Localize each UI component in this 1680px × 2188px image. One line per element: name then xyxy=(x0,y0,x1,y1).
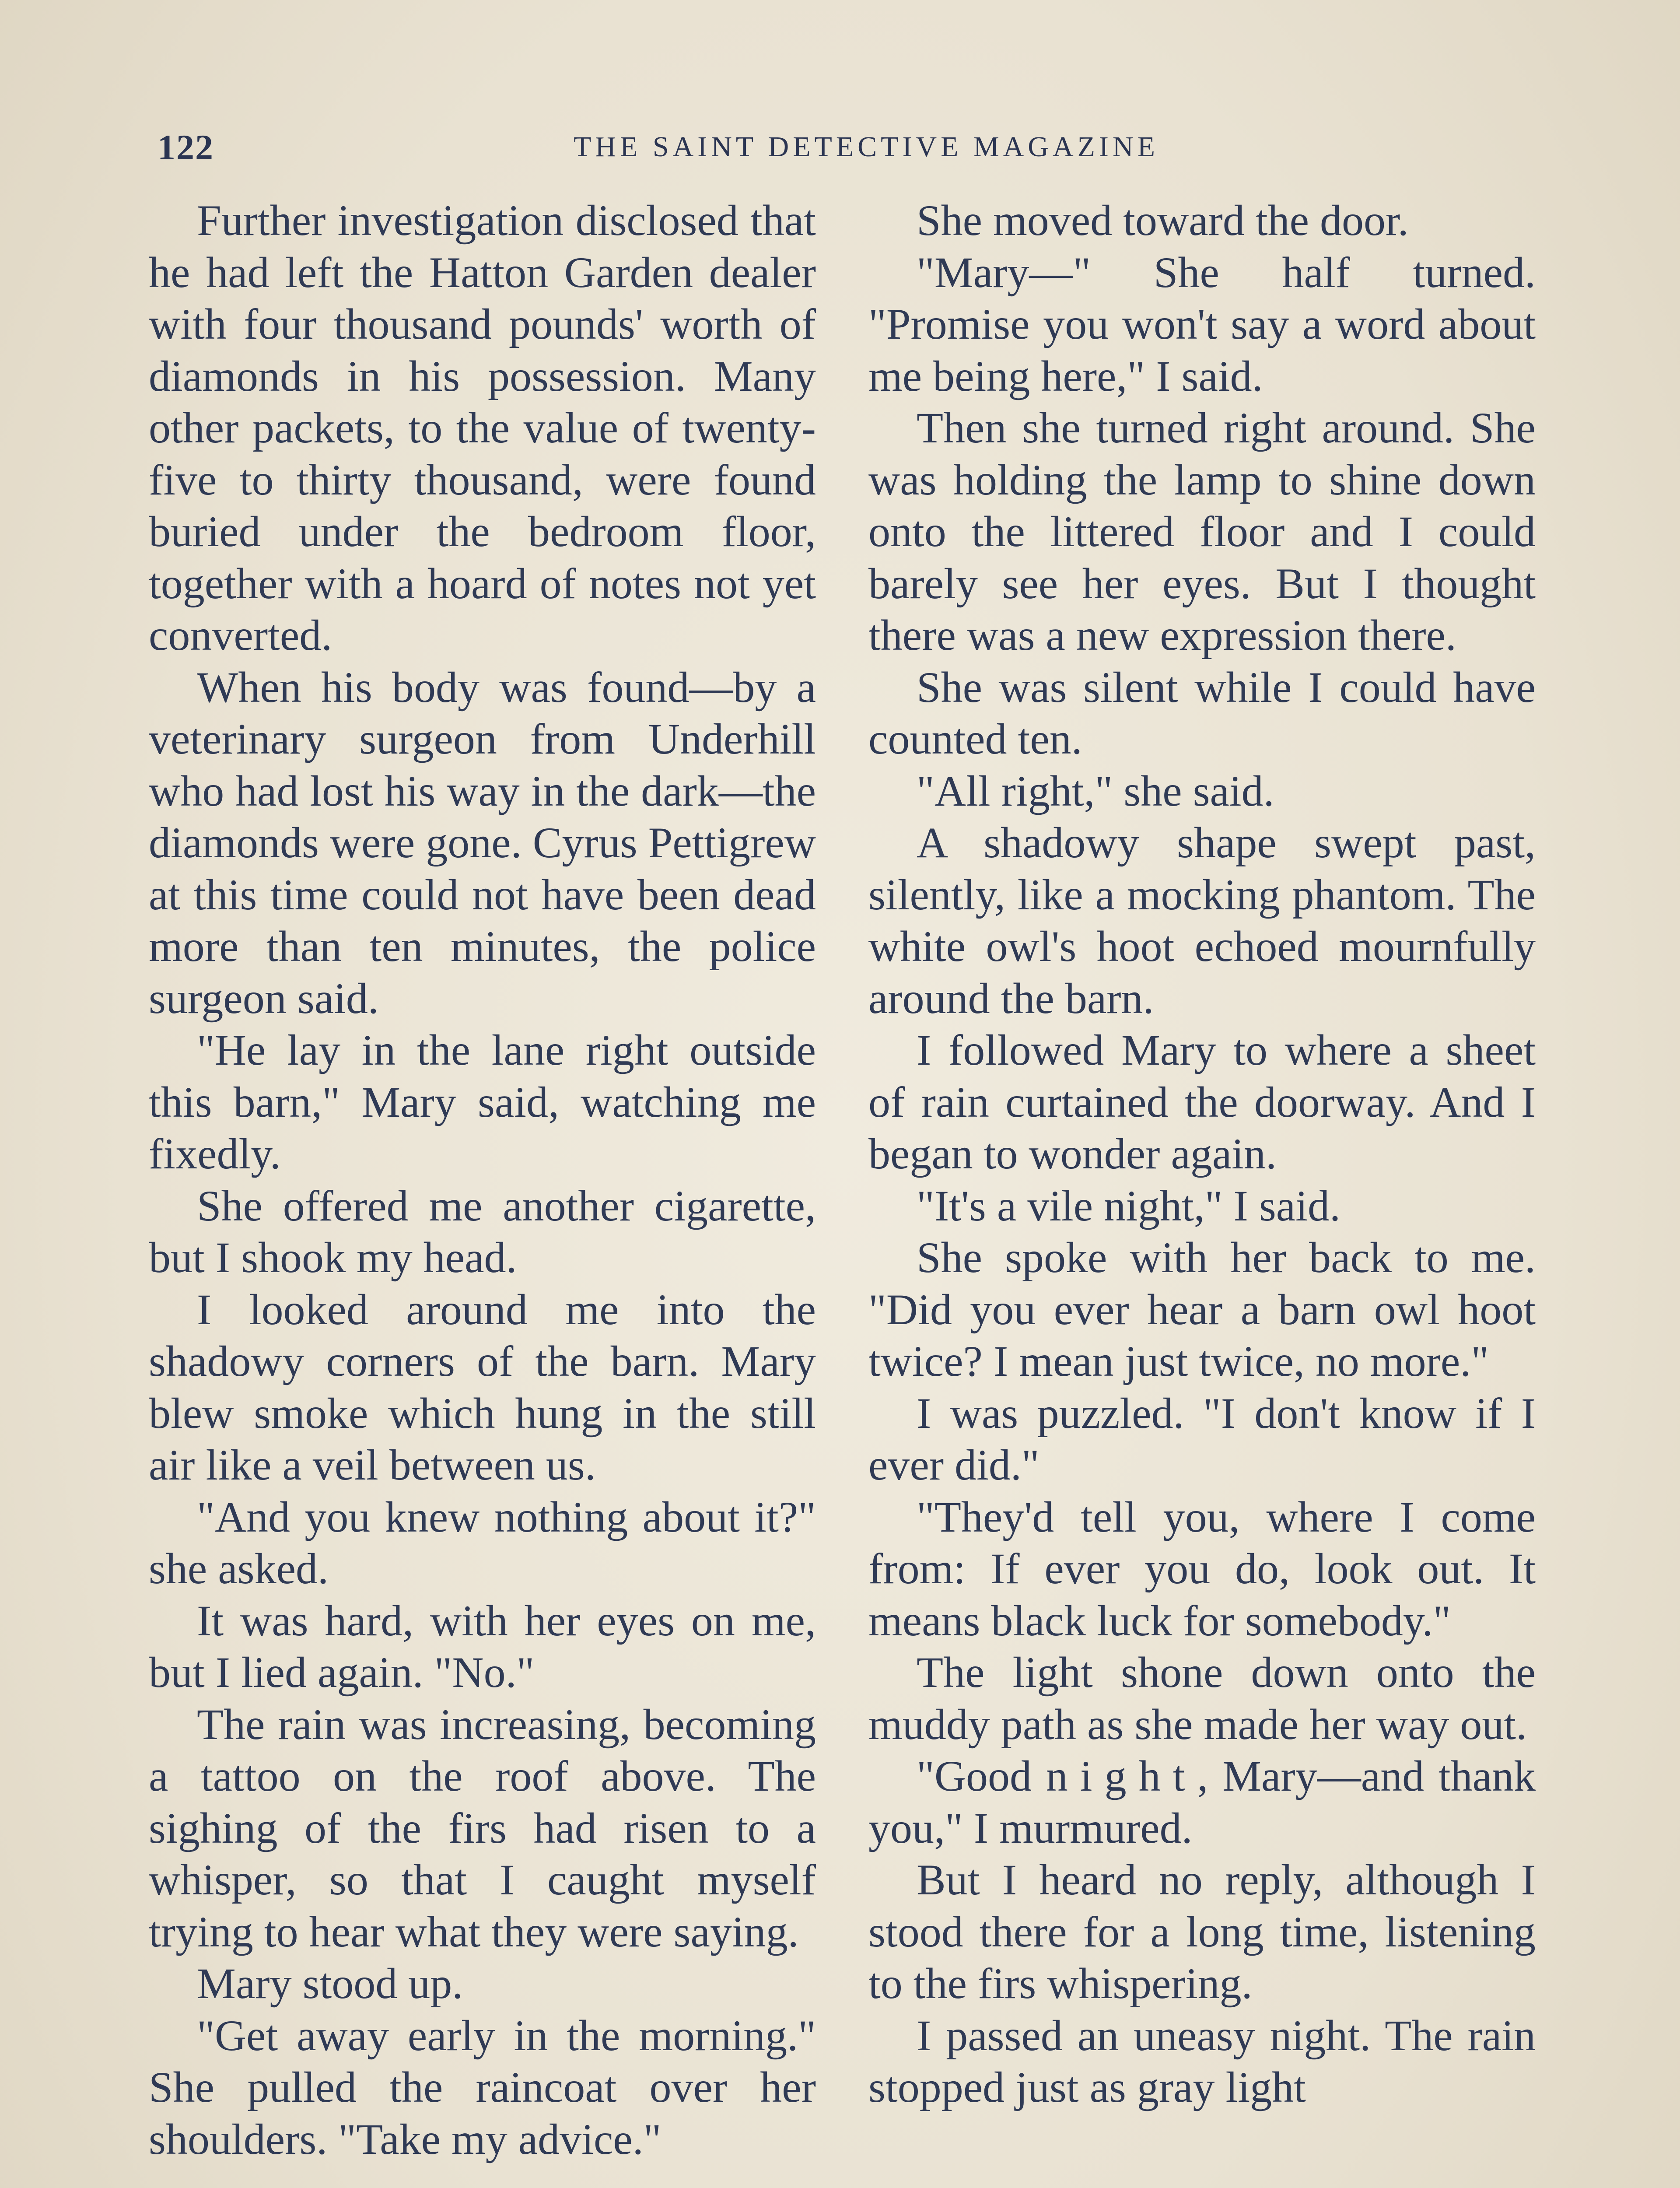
paragraph: Further investigation disclosed that he had left the Hatton Garden dealer with four thousand pounds' worth of diamonds in his possession. Many other packets, to the value of twenty-five to thirty thousand, were found buried under the bedroom floor, together with a hoard of notes not yet converted. xyxy=(149,196,816,659)
page-header xyxy=(149,127,1531,175)
left-column xyxy=(149,195,816,2165)
good-night-rest: , Mary—and thank you," I murmured. xyxy=(868,1752,1536,1852)
paragraph: "And you knew nothing about it?" she asked. xyxy=(149,1492,816,1593)
paragraph: She moved toward the door. xyxy=(917,196,1409,245)
paragraph: I passed an uneasy night. The rain stopped just as gray light xyxy=(868,2011,1536,2111)
good-night-open: "Good xyxy=(917,1752,1046,1800)
paragraph: I was puzzled. "I don't know if I ever did." xyxy=(868,1389,1536,1489)
paragraph: I looked around me into the shadowy corners of the barn. Mary blew smoke which hung in the still air like a veil between us. xyxy=(149,1285,816,1489)
good-night-paragraph xyxy=(868,1750,1536,1854)
paragraph: I followed Mary to where a sheet of rain curtained the doorway. And I began to wonder again. xyxy=(868,1026,1536,1178)
paragraph: When his body was found—by a veterinary surgeon from Underhill who had lost his way in the dark—the diamonds were gone. Cyrus Pettigrew at this time could not have been dead more than ten minutes, the police surgeon said. xyxy=(149,663,816,1023)
running-head: THE SAINT DETECTIVE MAGAZINE xyxy=(574,131,1159,163)
paragraph: The light shone down onto the muddy path as she made her way out. xyxy=(868,1648,1536,1749)
paragraph: Mary stood up. xyxy=(197,1959,463,2008)
paragraph: "Get away early in the morning." She pulled the raincoat over her shoulders. "Take my advice." xyxy=(149,2011,816,2163)
paragraph: "He lay in the lane right outside this barn," Mary said, watching me fixedly. xyxy=(149,1026,816,1178)
page-number: 122 xyxy=(158,127,214,167)
paragraph: She was silent while I could have counted ten. xyxy=(868,663,1536,763)
paragraph: "They'd tell you, where I come from: If ever you do, look out. It means black luck for somebody." xyxy=(868,1492,1536,1645)
paragraph: She spoke with her back to me. "Did you ever hear a barn owl hoot twice? I mean just twice, no more." xyxy=(868,1233,1536,1385)
good-night-spaced-word: night xyxy=(1046,1752,1197,1800)
paragraph: "All right," she said. xyxy=(917,766,1274,815)
paragraph: The rain was increasing, becoming a tattoo on the roof above. The sighing of the firs had risen to a whisper, so that I caught myself trying to hear what they were saying. xyxy=(149,1700,816,1956)
paragraph: Then she turned right around. She was holding the lamp to shine down onto the littered floor and I could barely see her eyes. But I thought there was a new expression there. xyxy=(868,403,1536,659)
right-column xyxy=(868,195,1536,2114)
paragraph: It was hard, with her eyes on me, but I lied again. "No." xyxy=(149,1596,816,1697)
paragraph: But I heard no reply, although I stood there for a long time, listening to the firs whispering. xyxy=(868,1855,1536,2008)
paragraph: "It's a vile night," I said. xyxy=(917,1181,1340,1230)
paragraph: A shadowy shape swept past, silently, like a mocking phantom. The white owl's hoot echoed mournfully around the barn. xyxy=(868,818,1536,1023)
paragraph: She offered me another cigarette, but I shook my head. xyxy=(149,1181,816,1282)
paragraph: "Mary—" She half turned. "Promise you won't say a word about me being here," I said. xyxy=(868,248,1536,400)
